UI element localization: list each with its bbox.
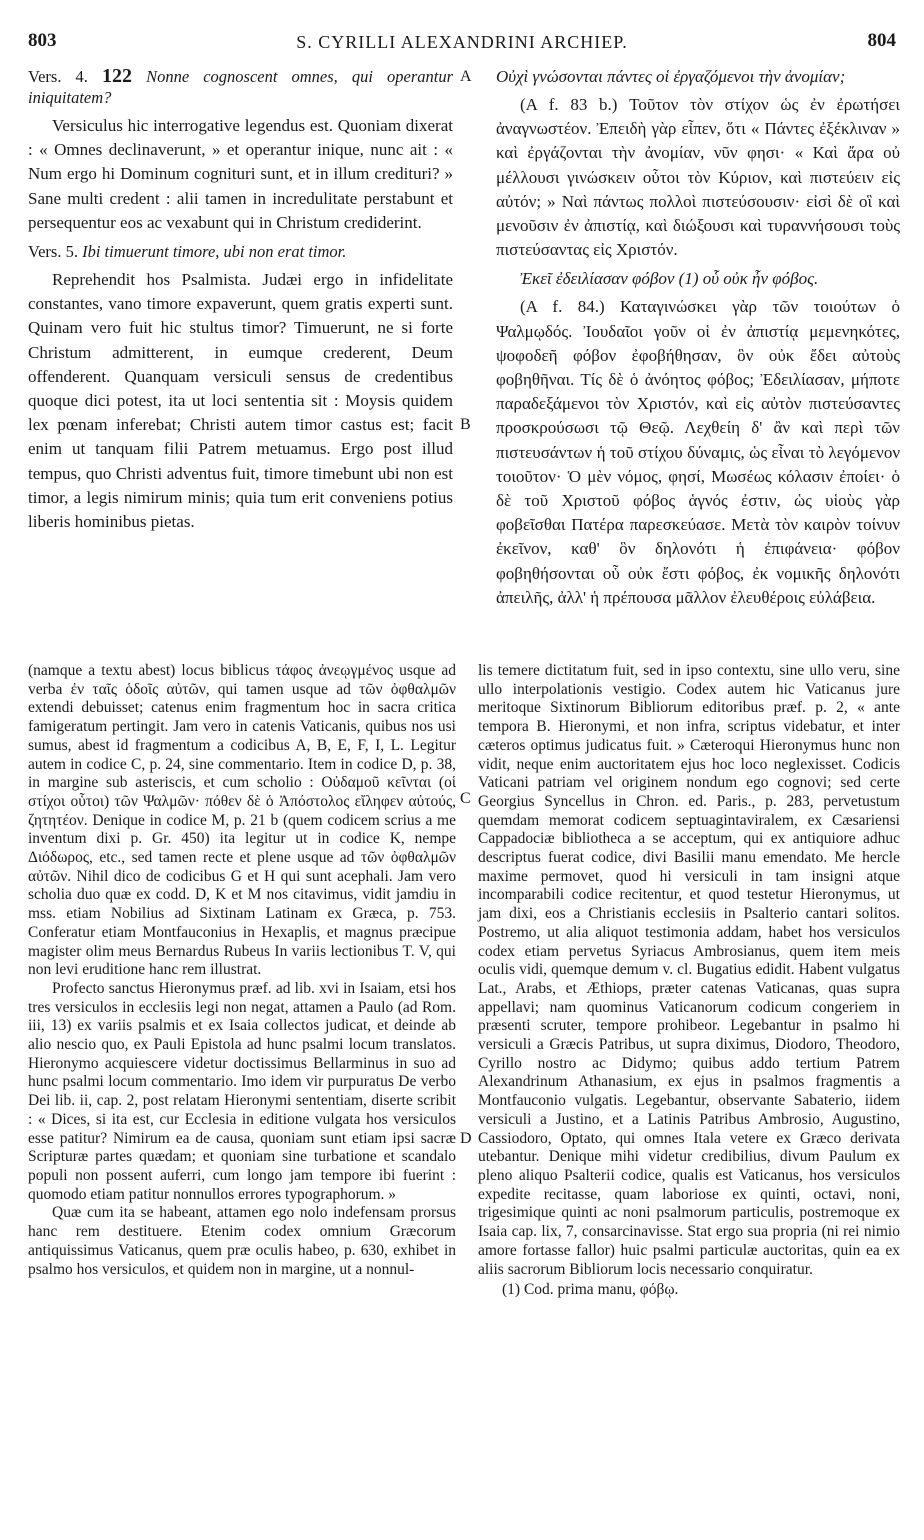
page-number-right: 804 — [867, 30, 896, 51]
margin-letter-d: D — [460, 1130, 472, 1147]
verse-4-heading — [28, 66, 453, 108]
notes-left-column — [28, 662, 456, 1279]
notes-right-column — [478, 662, 900, 1300]
greek-verse-5: Ἐκεῖ ἐδειλίασαν φόβον (1) οὗ οὐκ ἦν φόβος. — [520, 269, 819, 289]
upper-right-column — [496, 66, 900, 610]
verse-5-heading — [28, 241, 453, 262]
verse-4-text: Nonne cognoscent omnes, qui operantur iniquitatem? — [28, 67, 454, 107]
page-header — [28, 30, 896, 58]
greek-paragraph-2: (A f. 84.) Καταγινώσκει γὰρ τῶν τοιούτων ὁ Ψαλμῳδός. Ἰουδαῖοι γοῦν οἱ ἐν ἀπιστίᾳ μεμενηκότες, ψοφοδεῆ φόβον ἐφοβήθησαν, ὃν οὐκ ἔδει αὐτοὺς φοβηθῆναι. Τίς δὲ ὁ ἀνόητος φόβος; Ἐδειλίασαν, μήποτε παραδεξάμενοι τὸν Χριστόν, καὶ εἰς αὐτὸν πιστεύσαντες προσκρούσωσι τῷ Θεῷ. Λεχθείη δ' ἂν καὶ περὶ τῶν πιστευσάντων ἡ τοῦ στίχου δύναμις, ὡς εἶναι τὸ λεγόμενον τοιοῦτον· Ὁ μὲν νόμος, φησί, Μωσέως κόλασιν ἐποίει· ὁ δὲ τοῦ Χριστοῦ φόβος ἁγνός ἐστιν, ὡς υἱοὺς γὰρ φοβεῖσθαι Πατέρα παρεσκεύασε. Μετὰ τὸν καιρὸν τοίνυν ἐκεῖνον, καθ' ὃν δηλονότι ἡ ἐπιφάνεια· φόβον φοβηθήσονται οὗ οὐκ ἔστι φόβος, ἐκ νομικῆς δηλονότι ἀπειλῆς, ἀλλ' ἡ πρέπουσα μᾶλλον ἐλευθέροις εὐλάβεια. — [496, 297, 900, 607]
margin-letter-c: C — [460, 790, 471, 807]
margin-letter-b: B — [460, 416, 471, 433]
upper-left-column — [28, 66, 453, 534]
note-paragraph-1: (namque a textu abest) locus biblicus τάφος ἀνεῳγμένος usque ad verba ἐν ταῖς ὁδοῖς αὐτῶν, qui tamen usque ad τῶν ὀφθαλμῶν extendi debuisset; catenus enim fragmentum hoc in sacra critica famigeratum pertingit. Jam vero in catenis Vaticanis, quibus nos usi sumus, abest id fragmentum a codicibus A, B, E, F, I, L. Legitur autem in codice C, p. 24, sine commentario. Item in codice D, p. 38, in margine sub asteriscis, et cum scholio : Οὐδαμοῦ κεῖνται (οἱ στίχοι οὗτοι) τῶν Ψαλμῶν· πόθεν δὲ ὁ Ἀπόστολος εἴληφεν αὐτούς, ζητητέον. Denique in codice M, p. 21 b (quem codicem scrius a me inventum dixi p. Gr. 450) ita legitur ut in codice K, nempe Διόδωρος, etc., sed tamen recte et plene usque ad τῶν ὀφθαλμῶν αὐτῶν. Nihil dico de codicibus G et H qui sunt acephali. Jam vero scholia duo quæ ex codd. D, K et M nos citavimus, vidit jamdiu in mss. etiam Nobilius ad Sixtinam Latinam ex Græca, p. 753. Conferatur etiam Montfauconius in Hexaplis, et magnus præcipue magister olim meus Bernardus Rubeus In variis lectionibus T. V, qui non levi eruditione hanc rem illustrat. — [28, 662, 456, 979]
latin-paragraph-1: Versiculus hic interrogative legendus est. Quoniam dixerat : « Omnes declinaverunt, » et operantur inique, nunc ait : « Num ergo hi Dominum cognituri sunt, et in illum credituri? » Sane multi credent : alii tamen in incredulitate perstabunt et persequentur eos ac vexabunt qui in Christum crediderint. — [28, 116, 453, 232]
verse-5-text: Ibi timuerunt timore, ubi non erat timor. — [82, 242, 347, 262]
verse-5-label: Vers. 5. — [28, 242, 78, 262]
footnote: (1) Cod. prima manu, φόβῳ. — [502, 1281, 679, 1299]
margin-letter-a: A — [460, 68, 472, 85]
latin-paragraph-2: Reprehendit hos Psalmista. Judæi ergo in infidelitate constantes, vano timore expaverunt, quem gratis experti sunt. Quinam vero fuit hic stultus timor? Timuerunt, ne si forte Christum admitterent, in eumque crederent, Deum offenderent. Quanquam versiculi sensus de credentibus quoque dici potest, ita ut loci sententia sit : Moysis quidem lex pœnam inferebat; Christi autem timor castus est; facit enim ut tanquam filii Patrem metuamus. Ergo post illud tempus, quo Christi adventus fuit, timore timebunt ubi non est timor, a legis nimirum minis; quia tum erit conveniens potius liberis hominibus pietas. — [28, 270, 453, 532]
note-paragraph-3: Quæ cum ita se habeant, attamen ego nolo indefensam prorsus hanc rem destituere. Etenim codex omnium Græcorum antiquissimus Vaticanus, quem præ oculis habeo, p. 630, exhibet in psalmo hos versiculos, et quidem non in margine, ut a nonnul- — [28, 1204, 456, 1278]
note-paragraph-2: Profecto sanctus Hieronymus præf. ad lib. xvi in Isaiam, etsi hos tres versiculos in ecclesiis legi non negat, attamen a Paulo (ad Rom. iii, 13) ex variis psalmis et ex Isaia collectos judicat, et deinde ab alio nescio quo, ex Pauli Epistola ad hunc psalmi locum translatos. Hieronymo acquiescere videtur doctissimus Bellarminus in suo ad hunc psalmi locum commentario. Imo idem vir purpuratus De verbo Dei lib. ii, cap. 2, post relatam Hieronymi sententiam, diserte scribit : « Dices, si ita est, cur Ecclesia in editione vulgata hos versiculos esse patitur? Nimirum ea de causa, quoniam sunt etiam ipsi sacræ Scripturæ partes quædam; et quoniam sine turbatione et scandalo populi non possent auferri, cum longo jam tempore ibi fuerint : quomodo etiam patitur nonnullos errores typographorum. » — [28, 979, 456, 1203]
running-title: S. CYRILLI ALEXANDRINI ARCHIEP. — [296, 32, 628, 52]
section-number: 122 — [101, 65, 132, 87]
page-number-left: 803 — [28, 30, 57, 51]
note-paragraph-4: lis temere dictitatum fuit, sed in ipso contextu, sine ullo veru, sine ullo interpolationis vestigio. Codex autem hic Vaticanus jure meritoque Sixtinorum Bibliorum editoribus præf. p. 2, « ante tempora B. Hieronymi, et non infra, scriptus videbatur, et inter cæteros optimus judicatus fuit. » Cæteroqui Hieronymus hunc non vidit, neque enim auctoritatem ejus hoc loco neglexisset. Codicis Vaticani patriam vel originem nondum ego cognovi; sed certe Georgius Syncellus in Chron. ed. Paris., p. 283, pervetustum quemdam memorat codicem septuagintaviralem, ex Cæsariensi Cappadociæ bibliotheca a se acceptum, qui ex antiquiore adhuc descriptus fuerat codice, divi Basilii manu emendato. Me hercle maxime permovet, quod hi versiculi in tam insigni atque incomparabili codice recitentur, et quod testetur Hieronymus, ut jam dixi, eos a Christianis ecclesiis in Psalterio cantari solitos. Postremo, ut alia aliquot testimonia addam, habet hos versiculos codex etiam pervetus Syriacus Ambrosianus, quem item meis oculis vidi, quemque demum v. cl. Bugatius edidit. Habent vulgatus Lat., Arabs, et Æthiops, præter catenas Vaticanas, quas supra appellavi; nam quominus Vaticanorum codicum congeriem in præsenti scruter, tempore prohibeor. Legebantur in psalmo hi versiculi a Græcis Patribus, ut supra diximus, Diodoro, Theodoro, Cyrillo nostro ac Didymo; quibus addo tertium Patrem Alexandrinum Athanasium, ex ejus in psalmos fragmentis a Montfauconio vulgatis. Legebantur, observante Sabaterio, iidem versiculi a Justino, et a Latinis Patribus Ambrosio, Augustino, Cassiodoro, Optato, qui omnes Itala vetere ex Græco derivata utebantur. Denique mihi videtur credibilius, divum Paulum ex pleno aliquo Psalterii codice, qualis est Vaticanus, hos versiculos expedite recitasse, quam laboriose ex quinti, octavi, noni, trigesimique quinti ac noni psalmorum particulis, postremoque ex Isaia cap. lix, 7, consarcinavisse. Stat ergo sua propria (ni rei nimio amore fortasse fallor) huic psalmi particulæ auctoritas, quin ea ex aliis sacrorum Bibliorum locis necessario conquiratur. — [478, 662, 900, 1278]
verse-4-label: Vers. 4. — [28, 67, 88, 86]
greek-verse-4: Οὐχὶ γνώσονται πάντες οἱ ἐργαζόμενοι τὴν ἀνομίαν; — [496, 67, 846, 86]
greek-paragraph-1: (A f. 83 b.) Τοῦτον τὸν στίχον ὡς ἐν ἐρωτήσει ἀναγνωστέον. Ἐπειδὴ γὰρ εἶπεν, ὅτι « Πάντες ἐξέκλιναν » καὶ ἐργάζονται τὴν ἀνομίαν, νῦν φησι· « Καὶ ἄρα οὐ μέλλουσι γινώσκειν οὗτοι τὸν Κύριον, καὶ πιστεύειν εἰς αὐτόν; » Ναὶ πάντως πολλοὶ πιστεύσουσιν· εἰσὶ δὲ οἳ καὶ μενοῦσιν ἐν ἀπιστίᾳ, καὶ διώξουσι καὶ τυραννήσουσι τοὺς πιστεύσαντας εἰς Χριστόν. — [496, 95, 900, 260]
